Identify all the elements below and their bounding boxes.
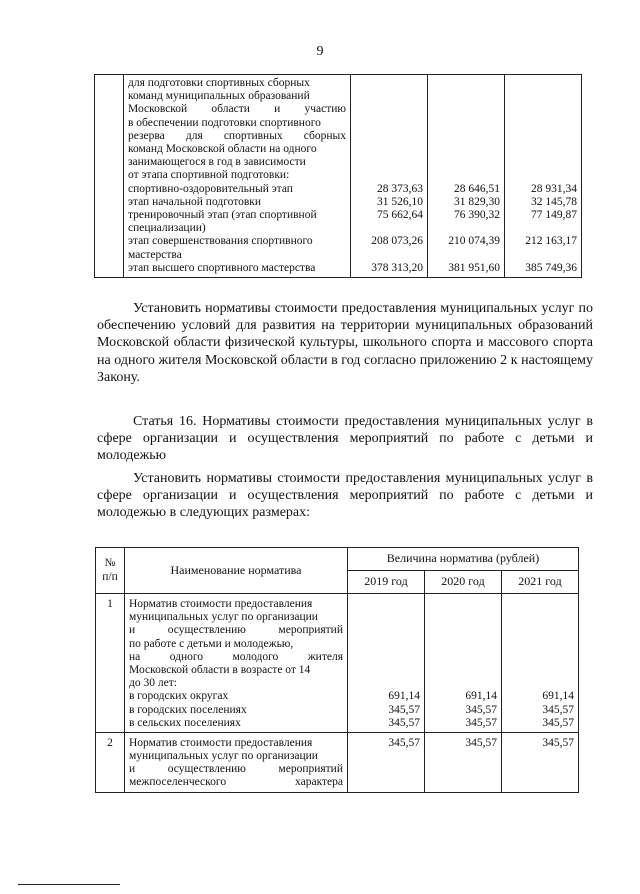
norm-name xyxy=(125,732,348,792)
header-year-2020: 2020 год xyxy=(425,571,502,594)
norm-name-cell xyxy=(124,75,351,278)
name-line: Московской области в возрасте от 14 xyxy=(129,663,311,676)
name-line: Норматив стоимости предоставления xyxy=(129,598,313,610)
value: 345,57 xyxy=(388,716,420,729)
article-16-heading: Статья 16. Нормативы стоимости предоставления муниципальных услуг в сфере организации и осуществления мероприятий по работе с детьми и молодежью xyxy=(97,414,593,464)
empty-number-cell xyxy=(95,75,124,278)
value: 28 646,51 xyxy=(454,182,500,195)
value: 75 662,64 xyxy=(377,208,423,221)
row-number: 2 xyxy=(96,732,125,792)
stage-label: тренировочный этап (этап спортивной xyxy=(128,209,317,222)
stage-label: спортивно-оздоровительный этап xyxy=(128,182,293,195)
name-line: по работе с детьми и молодежью, xyxy=(129,637,294,650)
name-line: в городских поселениях xyxy=(129,703,247,716)
value: 77 149,87 xyxy=(531,208,577,221)
norms-table xyxy=(95,547,579,793)
value: 212 163,17 xyxy=(525,235,577,248)
value: 385 749,36 xyxy=(525,261,577,274)
value-2021 xyxy=(502,594,579,733)
value: 691,14 xyxy=(465,690,497,703)
table-row xyxy=(96,732,579,792)
value: 345,57 xyxy=(542,703,574,716)
stage-label: этап высшего спортивного мастерства xyxy=(128,261,316,274)
value-2020 xyxy=(425,732,502,792)
value: 345,57 xyxy=(388,703,420,716)
name-line: до 30 лет: xyxy=(129,677,177,690)
intro-line: резерва для спортивных сборных xyxy=(128,129,346,142)
value: 691,14 xyxy=(542,690,574,703)
stage-label: этап совершенствования спортивного xyxy=(128,235,313,248)
name-line: и осуществлению мероприятий xyxy=(129,763,343,776)
value: 210 074,39 xyxy=(448,235,500,248)
value: 381 951,60 xyxy=(448,261,500,274)
values-2019-cell xyxy=(351,75,428,278)
value-2019 xyxy=(348,594,425,733)
name-line: межпоселенческого характера xyxy=(129,776,343,789)
page-number: 9 xyxy=(316,44,324,59)
header-name: Наименование норматива xyxy=(125,548,348,594)
value: 76 390,32 xyxy=(454,208,500,221)
value-2019 xyxy=(348,732,425,792)
intro-line: занимающегося в год в зависимости xyxy=(128,156,306,169)
value: 31 526,10 xyxy=(377,195,423,208)
name-line: муниципальных услуг по организации xyxy=(129,611,318,624)
intro-line: для подготовки спортивных сборных xyxy=(128,77,310,89)
value: 345,57 xyxy=(465,716,497,729)
table-row xyxy=(95,75,582,278)
value: 345,57 xyxy=(542,736,574,749)
header-value-group: Величина норматива (рублей) xyxy=(348,548,579,571)
values-2021-cell xyxy=(505,75,582,278)
value: 208 073,26 xyxy=(371,235,423,248)
name-line: муниципальных услуг по организации xyxy=(129,750,318,763)
value: 32 145,78 xyxy=(531,195,577,208)
value: 28 931,34 xyxy=(531,182,577,195)
intro-line: в обеспечении подготовки спортивного xyxy=(128,116,321,129)
intro-line: команд муниципальных образований xyxy=(128,90,310,103)
table-row xyxy=(96,594,579,733)
value: 691,14 xyxy=(388,690,420,703)
name-line: на одного молодого жителя xyxy=(129,650,343,663)
name-line: и осуществлению мероприятий xyxy=(129,624,343,637)
value: 345,57 xyxy=(542,716,574,729)
continuation-table xyxy=(94,74,582,278)
value: 28 373,63 xyxy=(377,182,423,195)
footer-rule xyxy=(18,884,120,885)
value-2021 xyxy=(502,732,579,792)
intro-line: Московской области и участию xyxy=(128,103,346,116)
paragraph-1: Установить нормативы стоимости предоставления муниципальных услуг по обеспечению условий для развития на территории муниципальных образований Московской области физической культуры, школьного спорта и массового спорта на одного жителя Московской области в год согласно приложению 2 к настоящему Закону. xyxy=(97,301,593,385)
header-year-2021: 2021 год xyxy=(502,571,579,594)
stage-label: мастерства xyxy=(128,248,182,261)
row-number: 1 xyxy=(96,594,125,733)
paragraph-2: Установить нормативы стоимости предоставления муниципальных услуг в сфере организации и осуществления мероприятий по работе с детьми и молодежью в следующих размерах: xyxy=(97,471,593,521)
value: 345,57 xyxy=(465,703,497,716)
intro-line: от этапа спортивной подготовки: xyxy=(128,169,290,182)
stage-label: специализации) xyxy=(128,222,206,235)
value-2020 xyxy=(425,594,502,733)
norm-name xyxy=(125,594,348,733)
values-2020-cell xyxy=(428,75,505,278)
name-line: Норматив стоимости предоставления xyxy=(129,736,313,749)
value: 345,57 xyxy=(388,736,420,749)
value: 31 829,30 xyxy=(454,195,500,208)
header-year-2019: 2019 год xyxy=(348,571,425,594)
header-number: № п/п xyxy=(96,548,125,594)
header-row xyxy=(96,548,579,571)
stage-label: этап начальной подготовки xyxy=(128,195,262,208)
intro-line: команд Московской области на одного xyxy=(128,143,317,156)
value: 378 313,20 xyxy=(371,261,423,274)
name-line: в сельских поселениях xyxy=(129,716,241,729)
value: 345,57 xyxy=(465,736,497,749)
name-line: в городских округах xyxy=(129,690,229,703)
